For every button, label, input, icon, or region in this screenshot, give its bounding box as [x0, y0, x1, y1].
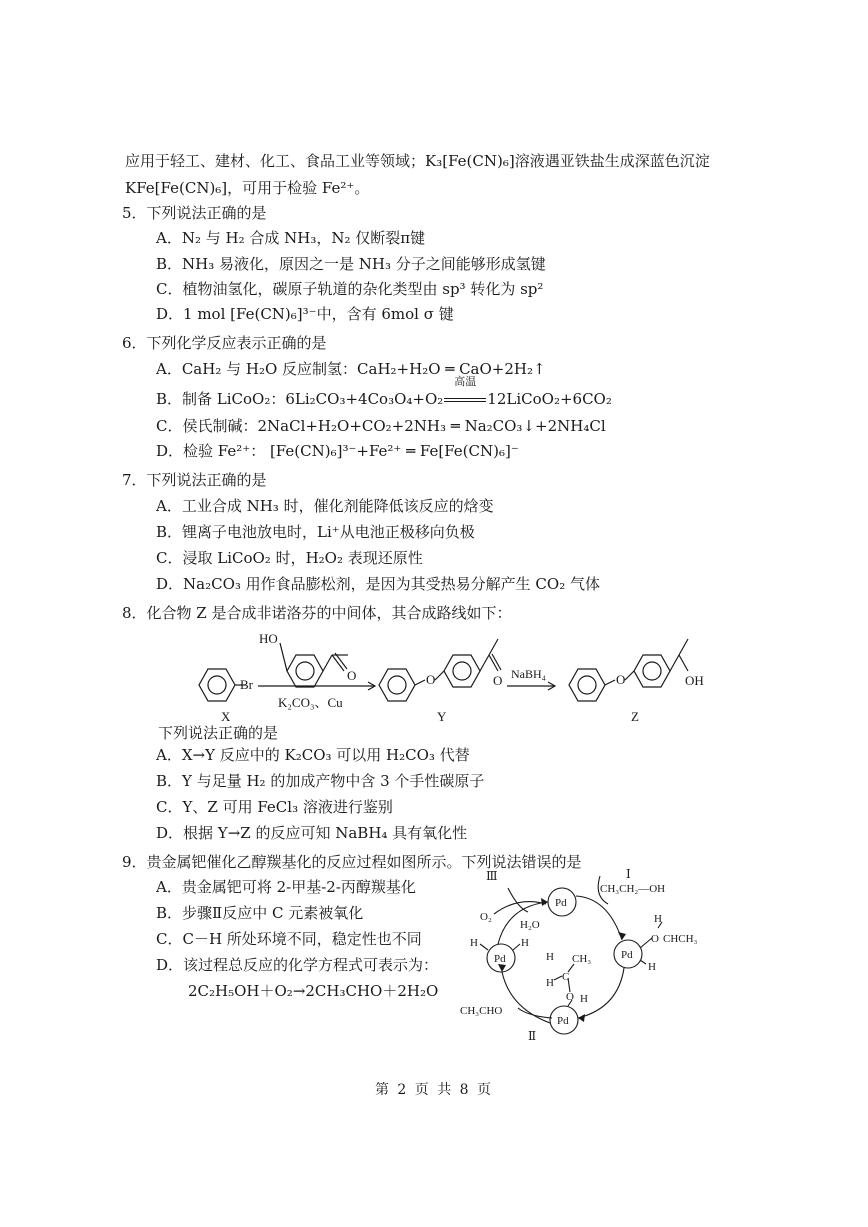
ii-h-label: H [546, 977, 554, 989]
q6-stem: 6．下列化学反应表示正确的是 [122, 334, 327, 352]
q9-option-b: B．步骤Ⅱ反应中 C 元素被氧化 [156, 904, 364, 922]
q5-option-b: B．NH₃ 易液化，原因之一是 NH₃ 分子之间能够形成氢键 [156, 255, 546, 273]
y-ether-o-label: O [426, 672, 436, 687]
ii-c-label: C [562, 971, 570, 983]
y-label: Y [437, 709, 447, 724]
cycle-arrow-step1 [576, 896, 622, 940]
z-c-o-bond-1 [605, 680, 615, 685]
pd-label-top: Pd [555, 897, 567, 909]
z-o-c-bond-2 [625, 671, 634, 680]
q9-option-c: C．C－H 所处环境不同，稳定性也不同 [156, 930, 422, 948]
y-aromatic-circle-1 [388, 676, 406, 694]
pd-label-left: Pd [494, 953, 506, 965]
condition-1-label: K₂CO₃、Cu [278, 695, 343, 710]
ii-c-h-bond [554, 976, 562, 980]
intro-line-2: KFe[Fe(CN)₆]，可用于检验 Fe²⁺。 [125, 179, 370, 197]
left-pd-h-bond-2 [513, 944, 520, 950]
y-methyl-bond [489, 639, 498, 655]
q8-synthesis-scheme [180, 625, 740, 735]
q9-option-d: D．该过程总反应的化学方程式可表示为： [156, 956, 439, 974]
x-benzene-ring [199, 669, 235, 701]
z-aromatic-circle-2 [643, 662, 661, 680]
q8-option-b: B．Y 与足量 H₂ 的加成产物中含 3 个手性碳原子 [156, 772, 485, 790]
q6-option-b-reactants: B．制备 LiCoO₂：6Li₂CO₃+4Co₃O₄+O₂ [156, 390, 444, 408]
y-c-co-bond [480, 655, 489, 671]
q5-option-c: C．植物油氢化，碳原子轨道的杂化类型由 sp³ 转化为 sp² [156, 280, 544, 298]
q7-option-c: C．浸取 LiCoO₂ 时，H₂O₂ 表现还原性 [156, 549, 423, 567]
q6-option-b [156, 375, 612, 409]
z-ether-o-label: O [616, 672, 626, 687]
q5-option-d: D．1 mol [Fe(CN)₆]³⁻中，含有 6mol σ 键 [156, 305, 454, 323]
y-ketone-o-label: O [493, 673, 503, 688]
pd-label-bottom: Pd [557, 1015, 569, 1027]
y-benzene-ring-2 [444, 655, 480, 687]
condition-2-label: NaBH₄ [511, 667, 546, 681]
cycle-arrow-step4-head [541, 898, 548, 906]
reagent-c-co-bond [323, 655, 332, 671]
q9-option-a: A．贵金属钯可将 2-甲基-2-丙醇羰基化 [156, 878, 416, 896]
ii-o-label: O [566, 991, 574, 1003]
x-aromatic-circle [208, 676, 226, 694]
q8-option-c: C．Y、Z 可用 FeCl₃ 溶液进行鉴别 [156, 798, 393, 816]
q5-stem: 5．下列说法正确的是 [122, 204, 267, 222]
q6-option-a: A．CaH₂ 与 H₂O 反应制氢：CaH₂+H₂O ═ CaO+2H₂↑ [156, 360, 546, 378]
h2o-label: H₂O [520, 919, 540, 931]
q7-option-a: A．工业合成 NH₃ 时，催化剂能降低该反应的焓变 [156, 497, 494, 515]
ii-ch3-label: CH₃ [572, 953, 592, 965]
intro-line-1: 应用于轻工、建材、化工、食品工业等领域；K₃[Fe(CN)₆]溶液遇亚铁盐生成深蓝色沉淀 [125, 152, 710, 170]
acetaldehyde-label: CH₃CHO [460, 1005, 503, 1017]
q5-option-a: A．N₂ 与 H₂ 合成 NH₃，N₂ 仅断裂π键 [156, 229, 426, 247]
z-aromatic-circle-1 [578, 676, 596, 694]
right-chch3-label: CHCH₃ [663, 933, 698, 945]
q8-stem-2: 下列说法正确的是 [158, 724, 279, 742]
x-br-label: Br [240, 677, 253, 692]
q8-option-a: A．X→Y 反应中的 K₂CO₃ 可以用 H₂CO₃ 代替 [156, 746, 470, 764]
cycle-arrow-step3-head [498, 964, 506, 972]
reagent-ho-label: HO [259, 631, 278, 646]
q6-option-d: D．检验 Fe²⁺： [Fe(CN)₆]³⁻+Fe²⁺ ═ Fe[Fe(CN)₆]⁻ [156, 442, 519, 460]
cycle-arrow-step3 [502, 972, 550, 1023]
z-c-ch-bond [670, 655, 679, 671]
reagent-ketone-o-label: O [347, 668, 357, 683]
left-h-label-1: H [470, 937, 478, 949]
z-benzene-ring-2 [634, 655, 670, 687]
right-pd-h-bond [640, 960, 646, 964]
o2-label: O₂ [480, 911, 492, 923]
z-benzene-ring-1 [569, 669, 605, 701]
y-benzene-ring-1 [379, 669, 415, 701]
reagent-benzene-ring [287, 655, 323, 687]
q6-option-b-arrow [443, 375, 487, 409]
reagent-c-oh-bond [280, 643, 287, 671]
ii-h-label-right: H [580, 993, 588, 1005]
left-pd-h-bond-1 [480, 944, 488, 950]
z-label: Z [631, 709, 639, 724]
q6-option-b-products: 12LiCoO₂+6CO₂ [487, 390, 612, 408]
q7-option-b: B．锂离子电池放电时，Li⁺从电池正极移向负极 [156, 523, 475, 541]
q6-option-b-condition: 高温 [454, 375, 477, 388]
ii-h-label-top: H [546, 951, 554, 963]
right-top-h-label: H [654, 913, 662, 925]
step-3-label: Ⅲ [486, 869, 498, 883]
q9-stem: 9．贵金属钯催化乙醇羰基化的反应过程如图所示。下列说法错误的是 [122, 853, 582, 871]
reagent-aromatic-circle [296, 662, 314, 680]
q7-stem: 7．下列说法正确的是 [122, 471, 267, 489]
page-footer: 第 2 页 共 8 页 [374, 1082, 494, 1098]
y-c-o-bond-1 [415, 680, 425, 685]
z-oh-label: OH [685, 673, 704, 688]
q8-stem: 8．化合物 Z 是合成非诺洛芬的中间体，其合成路线如下： [122, 604, 512, 622]
z-methyl-bond [679, 639, 688, 655]
cycle-arrow-step1-head [618, 932, 626, 940]
left-h-label-2: H [521, 937, 529, 949]
y-aromatic-circle-2 [453, 662, 471, 680]
q9-equation: 2C₂H₅OH＋O₂→2CH₃CHO＋2H₂O [188, 982, 439, 1000]
y-o-c-bond-2 [435, 671, 444, 680]
q9-catalytic-cycle [458, 868, 728, 1043]
cycle-arrow-step2-head [578, 1014, 585, 1022]
x-label: X [221, 709, 231, 724]
ethanol-label: CH₃CH₂—OH [600, 883, 666, 895]
q7-option-d: D．Na₂CO₃ 用作食品膨松剂，是因为其受热易分解产生 CO₂ 气体 [156, 575, 600, 593]
z-c-oh-bond [679, 655, 688, 671]
q6-option-c: C．侯氏制碱：2NaCl+H₂O+CO₂+2NH₃ ═ Na₂CO₃↓+2NH₄Cl [156, 417, 606, 435]
q8-option-d: D．根据 Y→Z 的反应可知 NaBH₄ 具有氧化性 [156, 824, 468, 842]
right-h-label: H [648, 961, 656, 973]
right-o-label: O [651, 933, 659, 945]
step-2-label: Ⅱ [528, 1029, 537, 1043]
step-1-label: Ⅰ [626, 868, 631, 881]
pd-label-right: Pd [621, 949, 633, 961]
